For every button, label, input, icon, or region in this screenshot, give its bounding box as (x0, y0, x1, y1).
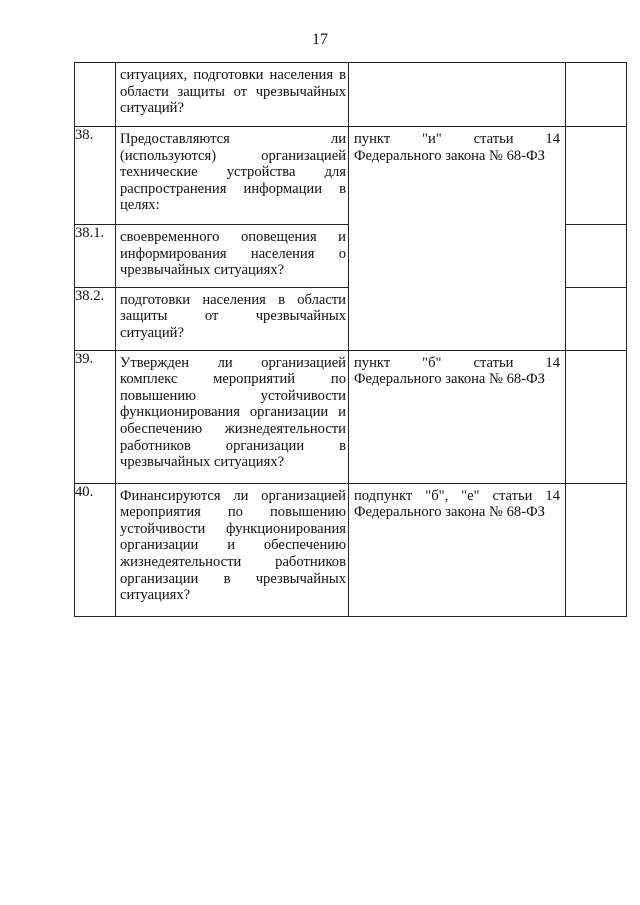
table-row (75, 350, 627, 483)
legal-basis (349, 63, 565, 67)
checklist-table (74, 62, 627, 617)
mark-cell[interactable] (566, 127, 627, 225)
item-number: 38.1. (75, 225, 116, 288)
legal-basis: пункт "б" статьи 14 Федерального закона № 68-ФЗ (354, 354, 560, 388)
question-text: подготовки населения в области защиты от чрезвычайных ситуаций? (120, 291, 346, 341)
legal-basis: подпункт "б", "е" статьи 14 Федерального закона № 68-ФЗ (354, 487, 560, 521)
item-number (75, 63, 116, 127)
question-text: ситуациях, подготовки населения в области защиты от чрезвычайных ситуаций? (120, 67, 346, 117)
mark-cell[interactable] (566, 287, 627, 350)
mark-cell[interactable] (566, 483, 627, 616)
item-number: 40. (75, 483, 116, 616)
mark-cell[interactable] (566, 225, 627, 288)
item-number: 39. (75, 350, 116, 483)
table-row (75, 127, 627, 225)
question-text: Предоставляются ли (используются) организацией технические устройства для распространения информации в целях: (120, 131, 346, 214)
question-text: Финансируются ли организацией мероприятия по повышению устойчивости функционирования организации и обеспечению жизнедеятельности работников организации в чрезвычайных ситуациях? (120, 487, 346, 604)
mark-cell[interactable] (566, 63, 627, 127)
question-text: своевременного оповещения и информирования населения о чрезвычайных ситуациях? (120, 229, 346, 279)
mark-cell[interactable] (566, 350, 627, 483)
page-number: 17 (312, 31, 328, 48)
legal-basis: пункт "и" статьи 14 Федерального закона № 68-ФЗ (354, 131, 560, 164)
table-row (75, 483, 627, 616)
item-number: 38. (75, 127, 116, 225)
item-number: 38.2. (75, 287, 116, 350)
table-row (75, 63, 627, 127)
question-text: Утвержден ли организацией комплекс мероприятий по повышению устойчивости функционирования организации и обеспечению жизнедеятельности работников организации в чрезвычайных ситуациях? (120, 354, 346, 471)
